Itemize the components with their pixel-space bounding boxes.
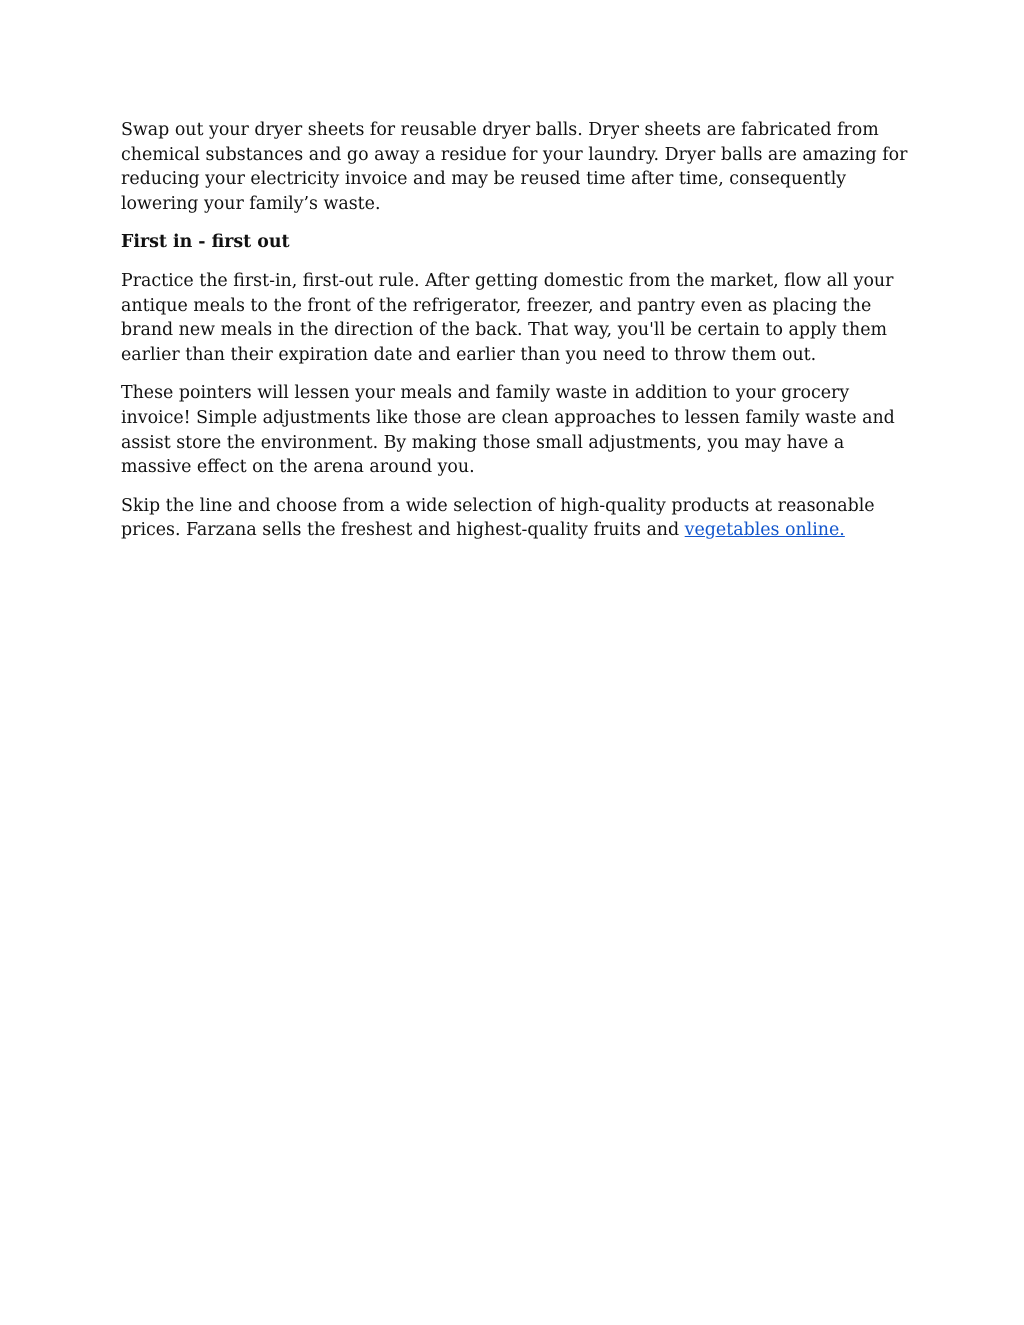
paragraph-closing <box>121 494 911 543</box>
paragraph-first-in-first-out: Practice the first-in, first-out rule. After getting domestic from the market, flow all your antique meals to the front of the refrigerator, freezer, and pantry even as placing the brand new meals in the direction of the back. That way, you'll be certain to apply them earlier than their expiration date and earlier than you need to throw them out. <box>121 270 894 365</box>
vegetables-online-link[interactable]: vegetables online. <box>684 520 845 541</box>
paragraph-closing-text: Skip the line and choose from a wide selection of high-quality products at reasonable prices. Farzana sells the freshest and highest-quality fruits and <box>121 495 875 541</box>
section-heading: First in - first out <box>121 232 290 253</box>
paragraph-pointers: These pointers will lessen your meals and family waste in addition to your grocery invoice! Simple adjustments like those are clean approaches to lessen family waste and assist store the environment. By making those small adjustments, you may have a massive effect on the arena around you. <box>121 383 895 478</box>
paragraph-dryer-balls: Swap out your dryer sheets for reusable dryer balls. Dryer sheets are fabricated from chemical substances and go away a residue for your laundry. Dryer balls are amazing for reducing your electricity invoice and may be reused time after time, consequently lowering your family’s waste. <box>121 120 908 214</box>
document-body <box>121 118 911 557</box>
